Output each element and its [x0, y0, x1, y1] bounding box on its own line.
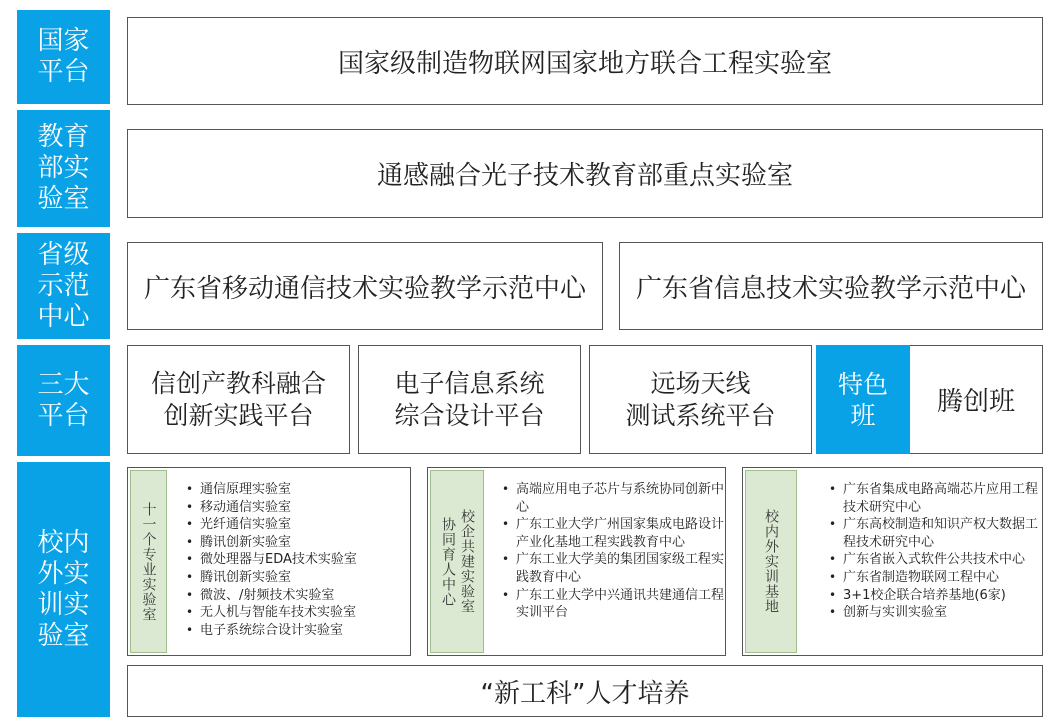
list-item: • 广东省嵌入式软件公共技术中心: [843, 551, 1045, 569]
national-lab-box: 国家级制造物联网国家地方联合工程实验室: [127, 17, 1043, 105]
lab-group-professional: [127, 467, 411, 656]
platform-antenna: 远场天线 测试系统平台: [589, 345, 812, 454]
list-item: • 广东工业大学美的集团国家级工程实践教育中心: [516, 551, 728, 586]
tier-label-ministry: 教育 部实 验室: [17, 110, 110, 227]
list-item: • 腾讯创新实验室: [200, 569, 420, 587]
lab-group-title-box: [430, 470, 484, 653]
lab-list-bases: [829, 481, 1045, 622]
lab-group-title: 十一个专业实验室: [140, 501, 157, 622]
list-item: • 广东高校制造和知识产权大数据工程技术研究中心: [843, 516, 1045, 551]
list-item: • 微波、/射频技术实验室: [200, 587, 420, 605]
list-item: • 光纤通信实验室: [200, 516, 420, 534]
list-item: • 创新与实训实验室: [843, 604, 1045, 622]
platform-innovation: 信创产教科融合 创新实践平台: [127, 345, 350, 454]
tier-label-provincial: 省级 示范 中心: [17, 233, 110, 339]
tier-label-platforms: 三大 平台: [17, 345, 110, 456]
list-item: • 通信原理实验室: [200, 481, 420, 499]
tier-label-national: 国家 平台: [17, 10, 110, 104]
list-item: • 3+1校企联合培养基地(6家): [843, 587, 1045, 605]
list-item: • 移动通信实验室: [200, 499, 420, 517]
tier-label-labs: 校内 外实 训实 验室: [17, 462, 110, 717]
lab-group-title-box: [130, 470, 167, 653]
list-item: • 广东省制造物联网工程中心: [843, 569, 1045, 587]
list-item: • 微处理器与EDA技术实验室: [200, 551, 420, 569]
lab-group-bases: [742, 467, 1043, 656]
list-item: • 电子系统综合设计实验室: [200, 622, 420, 640]
footer-talent-box: “新工科”人才培养: [127, 665, 1043, 717]
lab-group-title: 校内外实训基地: [763, 509, 779, 614]
list-item: • 广东工业大学广州国家集成电路设计产业化基地工程实践教育中心: [516, 516, 728, 551]
list-item: • 无人机与智能车技术实验室: [200, 604, 420, 622]
lab-group-enterprise: [427, 467, 726, 656]
provincial-center-it: 广东省信息技术实验教学示范中心: [619, 242, 1043, 330]
ministry-lab-box: 通感融合光子技术教育部重点实验室: [127, 129, 1043, 218]
special-class-badge: 特色 班: [816, 345, 910, 454]
lab-group-title-line: 协同育人中心: [440, 516, 456, 607]
lab-list-professional: [186, 481, 420, 639]
lab-list-enterprise: [502, 481, 728, 622]
platform-electronic-system: 电子信息系统 综合设计平台: [358, 345, 581, 454]
lab-group-title-line: 校企共建实验室: [459, 509, 475, 614]
list-item: • 高端应用电子芯片与系统协同创新中心: [516, 481, 728, 516]
list-item: • 广东省集成电路高端芯片应用工程技术研究中心: [843, 481, 1045, 516]
special-class-name: 腾创班: [936, 387, 1015, 417]
lab-group-title-box: [745, 470, 797, 653]
list-item: • 腾讯创新实验室: [200, 534, 420, 552]
list-item: • 广东工业大学中兴通讯共建通信工程实训平台: [516, 587, 728, 622]
provincial-center-mobile: 广东省移动通信技术实验教学示范中心: [127, 242, 603, 330]
